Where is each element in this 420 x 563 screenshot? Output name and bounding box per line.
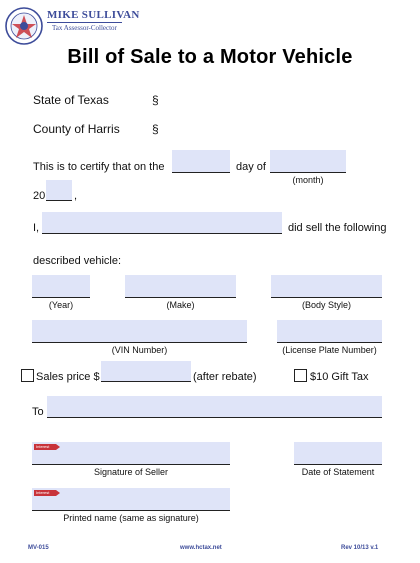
- assessor-subtitle: Tax Assessor-Collector: [52, 24, 117, 32]
- year-comma: ,: [74, 190, 78, 202]
- day-underline: [172, 172, 230, 173]
- gift-tax-checkbox[interactable]: [294, 369, 307, 382]
- body-style-caption: (Body Style): [301, 300, 352, 310]
- certify-text: This is to certify that on the: [33, 161, 165, 173]
- body-style-field[interactable]: [271, 275, 382, 297]
- website-link[interactable]: www.hctax.net: [180, 545, 222, 551]
- vehicle-year-field[interactable]: [32, 275, 90, 297]
- vin-caption: (VIN Number): [111, 345, 168, 355]
- printed-name-underline: [32, 510, 230, 511]
- year-suffix-field[interactable]: [46, 180, 72, 200]
- assessor-name: MIKE SULLIVAN: [47, 9, 140, 21]
- sales-price-field[interactable]: [101, 361, 191, 381]
- license-plate-underline: [277, 342, 382, 343]
- seller-signature-caption: Signature of Seller: [93, 467, 169, 477]
- vin-field[interactable]: [32, 320, 247, 342]
- revision-label: Rev 10/13 v.1: [341, 545, 379, 551]
- printed-name-field[interactable]: [32, 488, 230, 510]
- header-rule: [47, 22, 122, 23]
- buyer-name-field[interactable]: [47, 396, 382, 417]
- state-label: State of Texas: [33, 93, 109, 107]
- license-plate-field[interactable]: [277, 320, 382, 342]
- vehicle-make-caption: (Make): [166, 300, 195, 310]
- month-underline: [270, 172, 346, 173]
- seller-signature-field[interactable]: [32, 442, 230, 464]
- page-title: Bill of Sale to a Motor Vehicle: [67, 46, 353, 68]
- gift-tax-label: $10 Gift Tax: [310, 371, 369, 383]
- buyer-name-underline: [47, 417, 382, 418]
- date-of-statement-underline: [294, 464, 382, 465]
- day-of-label: day of: [236, 161, 266, 173]
- seller-prefix: I,: [33, 222, 40, 234]
- year-prefix: 20: [33, 190, 46, 202]
- sales-price-underline: [101, 381, 191, 382]
- county-section-symbol: §: [152, 122, 159, 136]
- county-seal-logo: [4, 6, 44, 46]
- vehicle-make-field[interactable]: [125, 275, 236, 297]
- seller-suffix: did sell the following: [288, 222, 387, 234]
- license-plate-caption: (License Plate Number): [282, 345, 377, 355]
- printed-name-flag-icon: Interest: [34, 490, 56, 496]
- month-caption: (month): [292, 175, 324, 185]
- printed-name-caption: Printed name (same as signature): [63, 513, 199, 523]
- signature-flag-icon: Interest: [34, 444, 56, 450]
- date-of-statement-field[interactable]: [294, 442, 382, 464]
- form-id: MV-015: [28, 545, 49, 551]
- vehicle-year-caption: (Year): [48, 300, 74, 310]
- day-field[interactable]: [172, 150, 230, 172]
- seller-signature-underline: [32, 464, 230, 465]
- county-label: County of Harris: [33, 122, 120, 136]
- seller-name-underline: [42, 233, 282, 234]
- after-rebate-label: (after rebate): [193, 371, 257, 383]
- sales-price-label: Sales price $: [36, 371, 100, 383]
- body-style-underline: [271, 297, 382, 298]
- vin-underline: [32, 342, 247, 343]
- sales-price-checkbox[interactable]: [21, 369, 34, 382]
- vehicle-year-underline: [32, 297, 90, 298]
- month-field[interactable]: [270, 150, 346, 172]
- vehicle-make-underline: [125, 297, 236, 298]
- described-vehicle-label: described vehicle:: [33, 255, 122, 267]
- seller-name-field[interactable]: [42, 212, 282, 233]
- state-section-symbol: §: [152, 93, 159, 107]
- to-label: To: [32, 406, 44, 418]
- year-suffix-underline: [46, 200, 72, 201]
- date-of-statement-caption: Date of Statement: [301, 467, 375, 477]
